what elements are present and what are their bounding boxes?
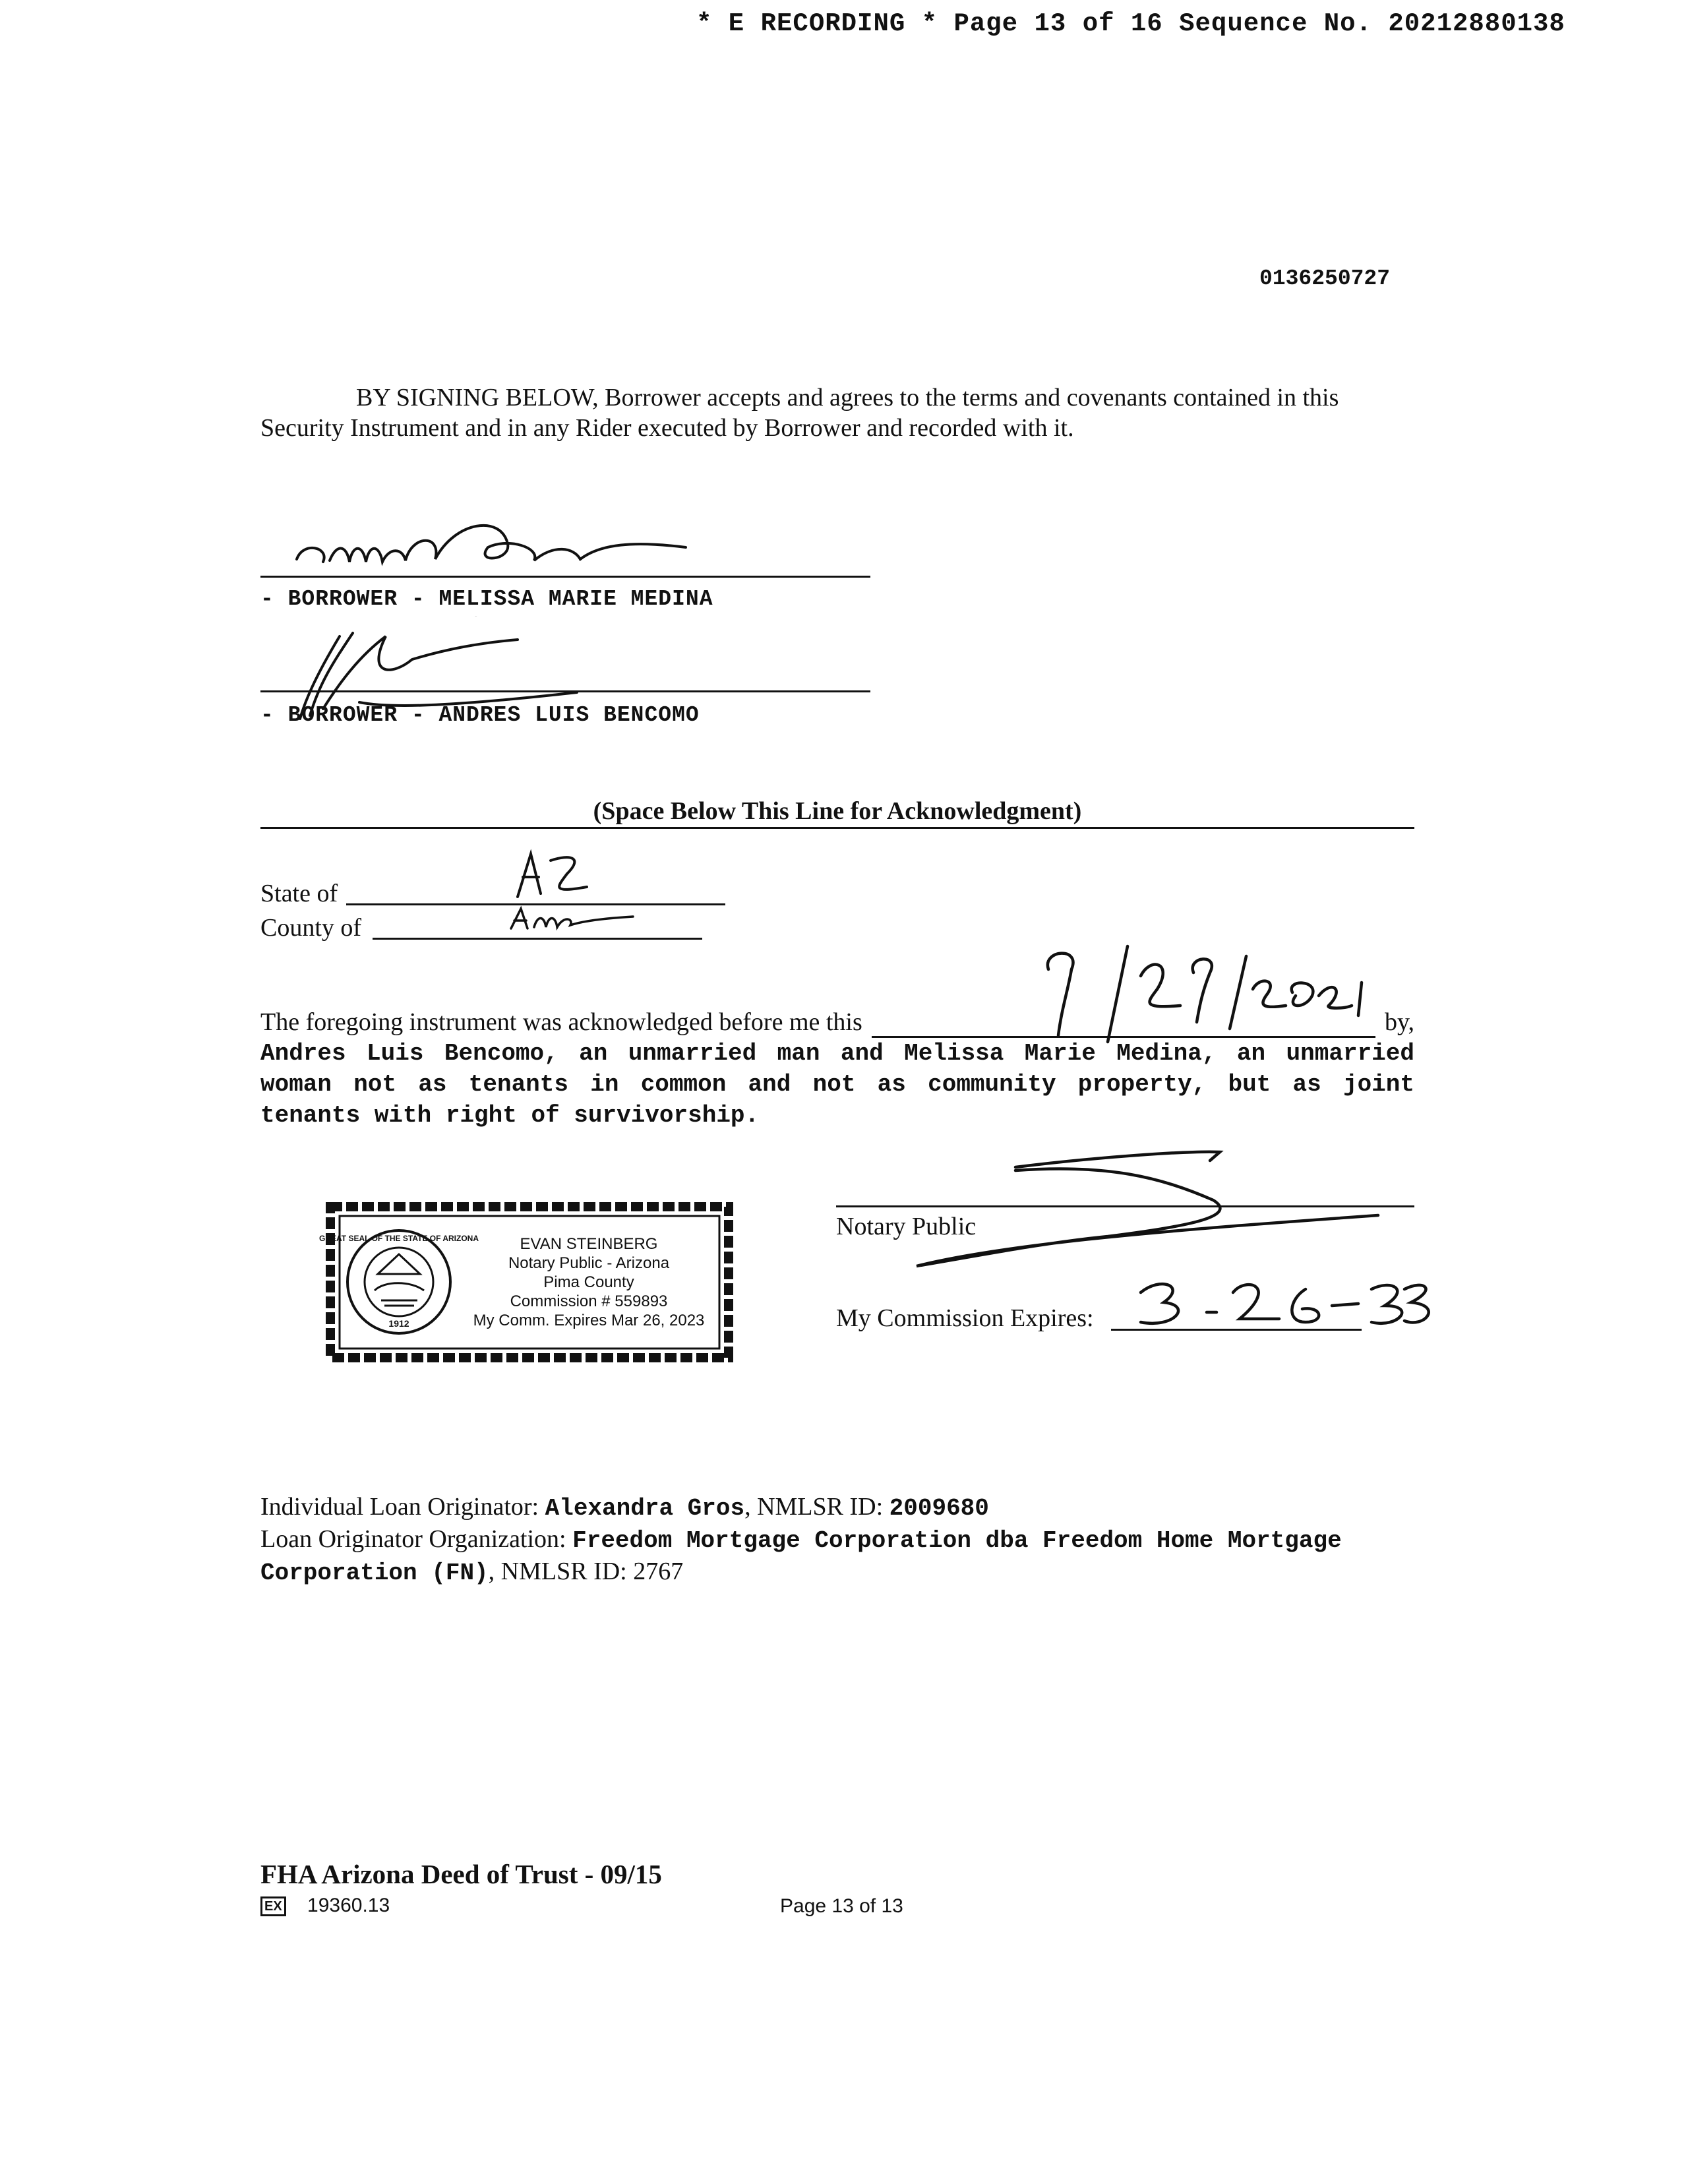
svg-text:GREAT SEAL OF THE STATE OF ARI: GREAT SEAL OF THE STATE OF ARIZONA — [319, 1234, 479, 1243]
organization-label: Loan Originator Organization: — [260, 1525, 566, 1553]
svg-text:1912: 1912 — [388, 1318, 409, 1329]
organization-nmlsr-label: , NMLSR ID: — [488, 1558, 627, 1585]
commission-expires-handwriting — [1134, 1276, 1444, 1332]
individual-originator-row — [260, 1492, 1421, 1524]
individual-originator-name: Alexandra Gros — [545, 1495, 745, 1522]
acknowledgment-heading: (Space Below This Line for Acknowledgment) — [593, 797, 1082, 825]
organization-name: Freedom Mortgage Corporation dba Freedom Home Mortgage Corporation (FN) — [260, 1527, 1342, 1587]
county-line — [373, 938, 702, 940]
stamp-commission-number: Commission # 559893 — [510, 1292, 668, 1310]
individual-nmlsr-id: 2009680 — [889, 1495, 989, 1522]
stamp-notary-name: EVAN STEINBERG — [520, 1235, 658, 1253]
loan-number: 0136250727 — [1259, 266, 1391, 291]
borrower-signature-line-2 — [260, 690, 870, 692]
county-label: County of — [260, 914, 362, 942]
state-seal-icon — [319, 1228, 479, 1337]
form-badge-icon: EX — [260, 1896, 286, 1916]
acknowledgment-parties: Andres Luis Bencomo, an unmarried man and Melissa Marie Medina, an unmarried woman not as tenants in common and not as community property, but as joint tenants with right of survivorship. — [260, 1040, 1414, 1129]
borrower-signature-medina — [290, 508, 712, 580]
organization-originator-row — [260, 1524, 1421, 1589]
form-code: 19360.13 — [307, 1895, 390, 1916]
acknowledgment-by: by, — [1384, 1008, 1414, 1036]
notary-stamp — [319, 1201, 734, 1363]
stamp-notary-title: Notary Public - Arizona — [508, 1254, 670, 1272]
notary-signature-line — [836, 1205, 1414, 1207]
individual-originator-label: Individual Loan Originator: — [260, 1493, 539, 1521]
commission-expires-label: My Commission Expires: — [836, 1304, 1094, 1332]
acknowledgment-intro: The foregoing instrument was acknowledged before me this — [260, 1008, 862, 1036]
date-handwriting — [1035, 943, 1378, 1042]
form-title: FHA Arizona Deed of Trust - 09/15 — [260, 1859, 662, 1889]
individual-nmlsr-label: , NMLSR ID: — [744, 1493, 884, 1521]
acknowledgment-divider — [260, 827, 1414, 829]
stamp-expiration: My Comm. Expires Mar 26, 2023 — [473, 1312, 705, 1329]
originator-info — [260, 1492, 1421, 1589]
state-handwriting — [511, 847, 610, 903]
borrower-signature-line-1 — [260, 576, 870, 578]
state-label: State of — [260, 880, 338, 907]
organization-nmlsr-id: 2767 — [633, 1558, 684, 1585]
borrower-label-1: - BORROWER - MELISSA MARIE MEDINA — [260, 587, 713, 611]
notary-signature — [910, 1144, 1385, 1276]
form-code-row — [260, 1895, 390, 1917]
recording-header: * E RECORDING * Page 13 of 16 Sequence No. 20212880138 — [696, 9, 1565, 38]
stamp-county: Pima County — [543, 1273, 634, 1291]
borrower-label-2: - BORROWER - ANDRES LUIS BENCOMO — [260, 703, 700, 727]
county-handwriting — [508, 902, 640, 935]
page-number: Page 13 of 13 — [780, 1895, 903, 1917]
notary-public-label: Notary Public — [836, 1213, 977, 1240]
signing-paragraph: BY SIGNING BELOW, Borrower accepts and agrees to the terms and covenants contained in this Security Instrument and in any Rider executed by Borrower and recorded with it. — [260, 384, 1339, 442]
